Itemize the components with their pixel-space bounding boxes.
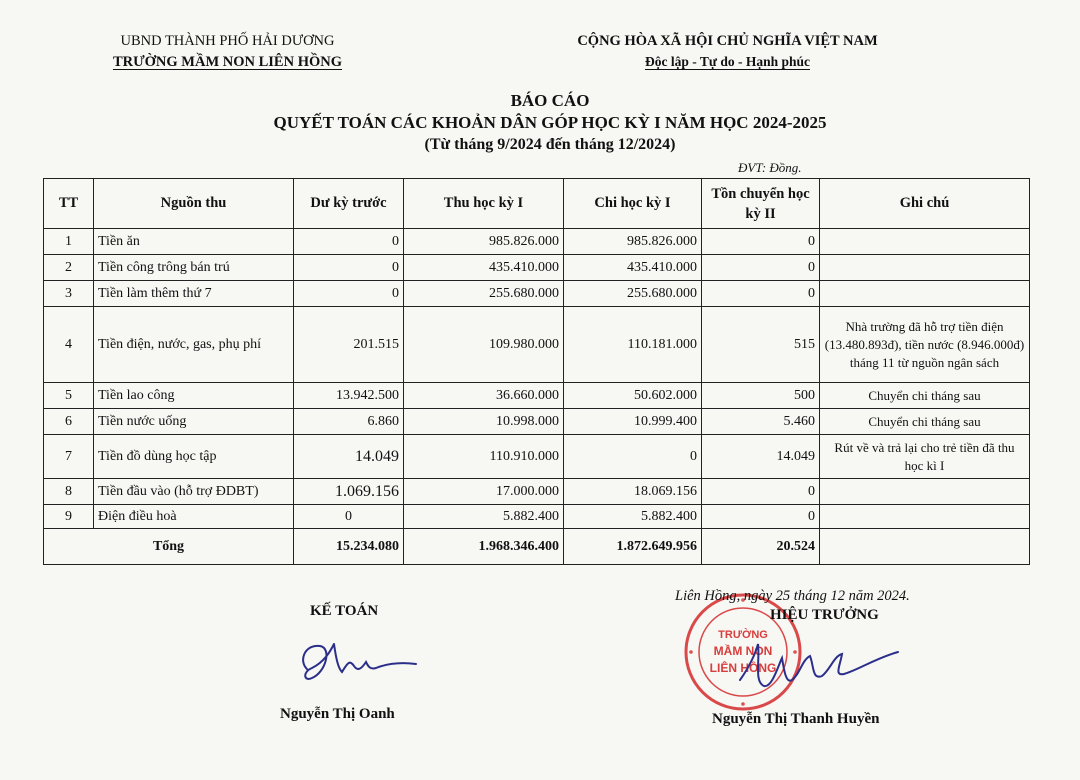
- table-row: [44, 479, 1030, 505]
- table-row: [44, 435, 1030, 479]
- row-prev: 13.942.500: [294, 383, 404, 409]
- accountant-signature-icon: [290, 632, 430, 692]
- row-income: 985.826.000: [404, 229, 564, 255]
- row-spent: 435.410.000: [564, 255, 702, 281]
- header-income: Thu học kỳ I: [404, 179, 564, 229]
- row-source: Tiền công trông bán trú: [94, 255, 294, 281]
- header-tt: TT: [44, 179, 94, 229]
- row-tt: 1: [44, 229, 94, 255]
- row-tt: 6: [44, 409, 94, 435]
- row-carry: 500: [702, 383, 820, 409]
- row-carry: 0: [702, 479, 820, 505]
- row-carry: 14.049: [702, 435, 820, 479]
- header-prev: Dư kỳ trước: [294, 179, 404, 229]
- row-spent: 10.999.400: [564, 409, 702, 435]
- school-name: TRƯỜNG MẦM NON LIÊN HỒNG: [112, 54, 343, 70]
- seal-text-line1: TRƯỜNG: [718, 629, 768, 641]
- row-prev: 1.069.156: [294, 479, 404, 505]
- principal-name: Nguyễn Thị Thanh Huyền: [712, 711, 880, 727]
- row-income: 10.998.000: [404, 409, 564, 435]
- row-tt: 5: [44, 383, 94, 409]
- authority-name: UBND THÀNH PHỐ HẢI DƯƠNG: [120, 33, 335, 49]
- row-note: Nhà trường đã hỗ trợ tiền điện (13.480.893đ), tiền nước (8.946.000đ) tháng 11 từ nguồn ngân sách: [820, 307, 1030, 383]
- row-tt: 3: [44, 281, 94, 307]
- row-prev: 6.860: [294, 409, 404, 435]
- header-spent: Chi học kỳ I: [564, 179, 702, 229]
- accountant-name: Nguyễn Thị Oanh: [280, 706, 395, 722]
- row-source: Tiền đầu vào (hỗ trợ ĐDBT): [94, 479, 294, 505]
- row-source: Tiền ăn: [94, 229, 294, 255]
- total-spent: 1.872.649.956: [564, 529, 702, 565]
- row-tt: 9: [44, 505, 94, 529]
- table-row: [44, 255, 1030, 281]
- row-tt: 7: [44, 435, 94, 479]
- row-spent: 110.181.000: [564, 307, 702, 383]
- principal-signature-icon: [730, 630, 900, 700]
- national-header: [555, 32, 900, 73]
- row-prev: 0: [294, 255, 404, 281]
- row-carry: 515: [702, 307, 820, 383]
- row-spent: 18.069.156: [564, 479, 702, 505]
- row-source: Tiền làm thêm thứ 7: [94, 281, 294, 307]
- row-carry: 0: [702, 255, 820, 281]
- row-income: 5.882.400: [404, 505, 564, 529]
- table-row: [44, 409, 1030, 435]
- seal-text-line2: MẦM NON: [713, 644, 773, 658]
- row-spent: 0: [564, 435, 702, 479]
- row-spent: 985.826.000: [564, 229, 702, 255]
- total-row: [44, 529, 1030, 565]
- row-source: Tiền điện, nước, gas, phụ phí: [94, 307, 294, 383]
- report-title: BÁO CÁO: [510, 91, 590, 110]
- row-spent: 50.602.000: [564, 383, 702, 409]
- row-income: 255.680.000: [404, 281, 564, 307]
- table-row: [44, 281, 1030, 307]
- principal-title: HIỆU TRƯỞNG: [770, 607, 879, 623]
- school-header: [105, 32, 350, 73]
- row-source: Tiền lao công: [94, 383, 294, 409]
- row-income: 109.980.000: [404, 307, 564, 383]
- header-note: Ghi chú: [820, 179, 1030, 229]
- row-income: 17.000.000: [404, 479, 564, 505]
- national-motto: Độc lập - Tự do - Hạnh phúc: [644, 54, 811, 69]
- row-source: Điện điều hoà: [94, 505, 294, 529]
- row-note: [820, 281, 1030, 307]
- row-spent: 5.882.400: [564, 505, 702, 529]
- row-carry: 0: [702, 229, 820, 255]
- total-income: 1.968.346.400: [404, 529, 564, 565]
- row-note: [820, 505, 1030, 529]
- country-name: CỘNG HÒA XÃ HỘI CHỦ NGHĨA VIỆT NAM: [577, 33, 878, 49]
- table-row: [44, 505, 1030, 529]
- table-row: [44, 307, 1030, 383]
- total-note: [820, 529, 1030, 565]
- total-carry: 20.524: [702, 529, 820, 565]
- row-prev: 0: [294, 505, 404, 529]
- row-carry: 0: [702, 281, 820, 307]
- total-prev: 15.234.080: [294, 529, 404, 565]
- row-prev: 201.515: [294, 307, 404, 383]
- row-source: Tiền nước uống: [94, 409, 294, 435]
- row-carry: 5.460: [702, 409, 820, 435]
- row-note: Rút về và trả lại cho trẻ tiền đã thu học kì I: [820, 435, 1030, 479]
- row-tt: 4: [44, 307, 94, 383]
- place-date: Liên Hồng, ngày 25 tháng 12 năm 2024.: [675, 588, 910, 604]
- row-note: Chuyển chi tháng sau: [820, 409, 1030, 435]
- row-prev: 0: [294, 281, 404, 307]
- row-prev: 14.049: [294, 435, 404, 479]
- row-tt: 2: [44, 255, 94, 281]
- row-source: Tiền đồ dùng học tập: [94, 435, 294, 479]
- header-source: Nguồn thu: [94, 179, 294, 229]
- row-income: 110.910.000: [404, 435, 564, 479]
- row-note: Chuyển chi tháng sau: [820, 383, 1030, 409]
- report-subtitle: QUYẾT TOÁN CÁC KHOẢN DÂN GÓP HỌC KỲ I NĂM HỌC 2024-2025: [273, 113, 827, 132]
- report-period: (Từ tháng 9/2024 đến tháng 12/2024): [424, 136, 676, 153]
- row-income: 435.410.000: [404, 255, 564, 281]
- seal-text-line3: LIÊN HỒNG: [709, 661, 777, 675]
- currency-unit: ĐVT: Đồng.: [738, 160, 802, 175]
- row-income: 36.660.000: [404, 383, 564, 409]
- table-row: [44, 383, 1030, 409]
- row-note: [820, 229, 1030, 255]
- row-note: [820, 255, 1030, 281]
- table-row: [44, 229, 1030, 255]
- header-carry: Tồn chuyển học kỳ II: [702, 179, 820, 229]
- row-tt: 8: [44, 479, 94, 505]
- row-carry: 0: [702, 505, 820, 529]
- row-prev: 0: [294, 229, 404, 255]
- accountant-title: KẾ TOÁN: [310, 603, 379, 619]
- total-label: Tổng: [44, 529, 294, 565]
- row-note: [820, 479, 1030, 505]
- settlement-table: [43, 178, 1030, 565]
- table-header-row: [44, 179, 1030, 229]
- row-spent: 255.680.000: [564, 281, 702, 307]
